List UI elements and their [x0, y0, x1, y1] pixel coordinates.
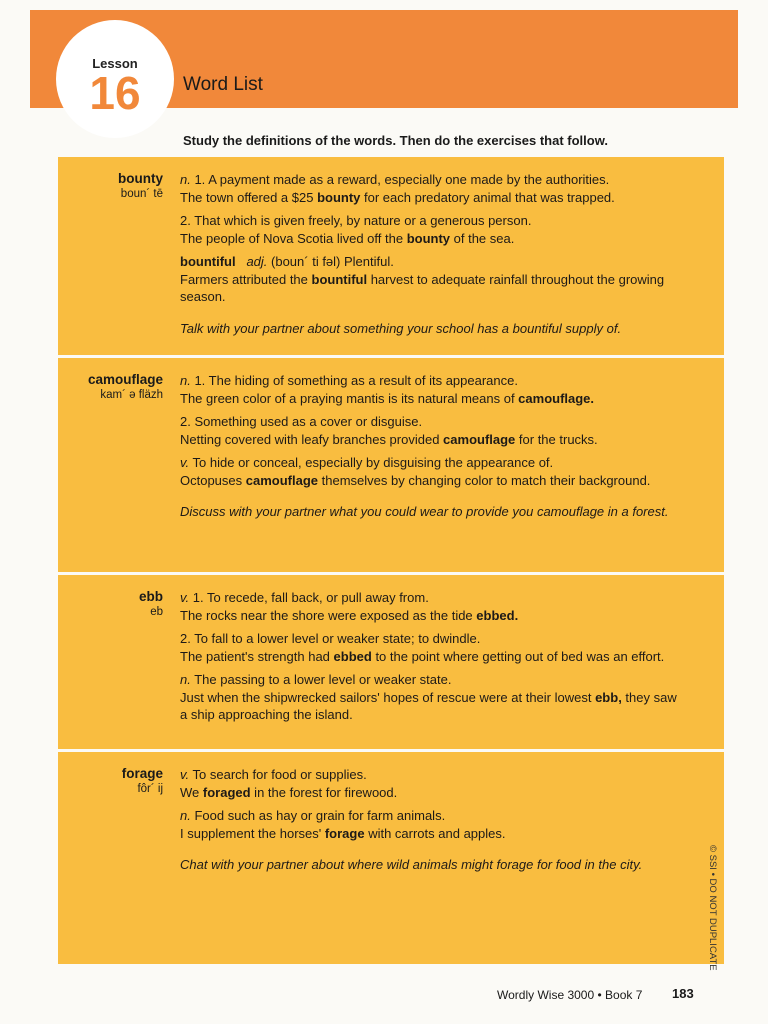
- definition: n. The passing to a lower level or weaker state. Just when the shipwrecked sailors' hopes of rescue were at their lowest ebb, they saw a ship approaching the island.: [180, 672, 677, 722]
- entry-pronunciation: boun´ tē: [120, 188, 163, 200]
- partner-prompt: Discuss with your partner what you could wear to provide you camouflage in a forest.: [180, 504, 669, 519]
- partner-prompt: Chat with your partner about where wild animals might forage for food in the city.: [180, 857, 643, 872]
- copyright-notice: [700, 845, 724, 970]
- entry-bounty: [58, 157, 724, 355]
- definition: 2. To fall to a lower level or weaker state; to dwindle. The patient's strength had ebbed to the point where getting out of bed was an effort.: [180, 631, 665, 664]
- partner-prompt: Talk with your partner about something your school has a bountiful supply of.: [180, 320, 622, 336]
- entry-camouflage: [58, 358, 724, 572]
- lesson-number: 16: [89, 67, 141, 119]
- definition: n. 1. A payment made as a reward, especially one made by the authorities. The town offered a $25 bounty for each predatory animal that was trapped.: [180, 172, 615, 205]
- entry-word: camouflage: [87, 372, 163, 387]
- definition: 2. That which is given freely, by nature or a generous person. The people of Nova Scotia lived off the bounty of the sea.: [180, 213, 532, 246]
- footer-book-title: Wordly Wise 3000 • Book 7: [497, 988, 643, 1002]
- entry-definitions: [180, 372, 680, 527]
- definition: n. 1. The hiding of something as a result of its appearance. The green color of a praying mantis is its natural means of camouflage.: [180, 373, 595, 406]
- page-title: Word List: [183, 74, 263, 95]
- entry-ebb: [58, 575, 724, 749]
- entry-pronunciation: fôr´ ij: [137, 783, 163, 795]
- entry-word: ebb: [138, 589, 163, 604]
- entry-pronunciation: eb: [150, 606, 163, 618]
- definition: v. 1. To recede, fall back, or pull away from. The rocks near the shore were exposed as the tide ebbed.: [180, 590, 519, 623]
- instructions: Study the definitions of the words. Then do the exercises that follow.: [183, 133, 608, 148]
- entry-word: bounty: [118, 171, 163, 186]
- definition: n. Food such as hay or grain for farm animals. I supplement the horses' forage with carrots and apples.: [180, 808, 506, 841]
- lesson-label: Lesson: [92, 56, 138, 71]
- definition: 2. Something used as a cover or disguise. Netting covered with leafy branches provided camouflage for the trucks.: [180, 414, 598, 447]
- copyright-text: © SSI • DO NOT DUPLICATE: [707, 845, 718, 971]
- entry-definitions: [180, 766, 680, 880]
- definition: v. To search for food or supplies. We foraged in the forest for firewood.: [180, 767, 398, 800]
- entry-word: forage: [121, 766, 163, 781]
- entry-definitions: [180, 171, 680, 343]
- derived-definition: bountiful adj. (boun´ ti fəl) Plentiful. Farmers attributed the bountiful harvest to adequate rainfall throughout the growing season.: [180, 254, 665, 304]
- entry-definitions: [180, 589, 680, 730]
- entry-forage: [58, 752, 724, 964]
- page-number: 183: [672, 986, 694, 1001]
- entry-pronunciation: kam´ ə fläzh: [100, 389, 163, 401]
- definition: v. To hide or conceal, especially by disguising the appearance of. Octopuses camouflage themselves by changing color to match their background.: [180, 455, 651, 488]
